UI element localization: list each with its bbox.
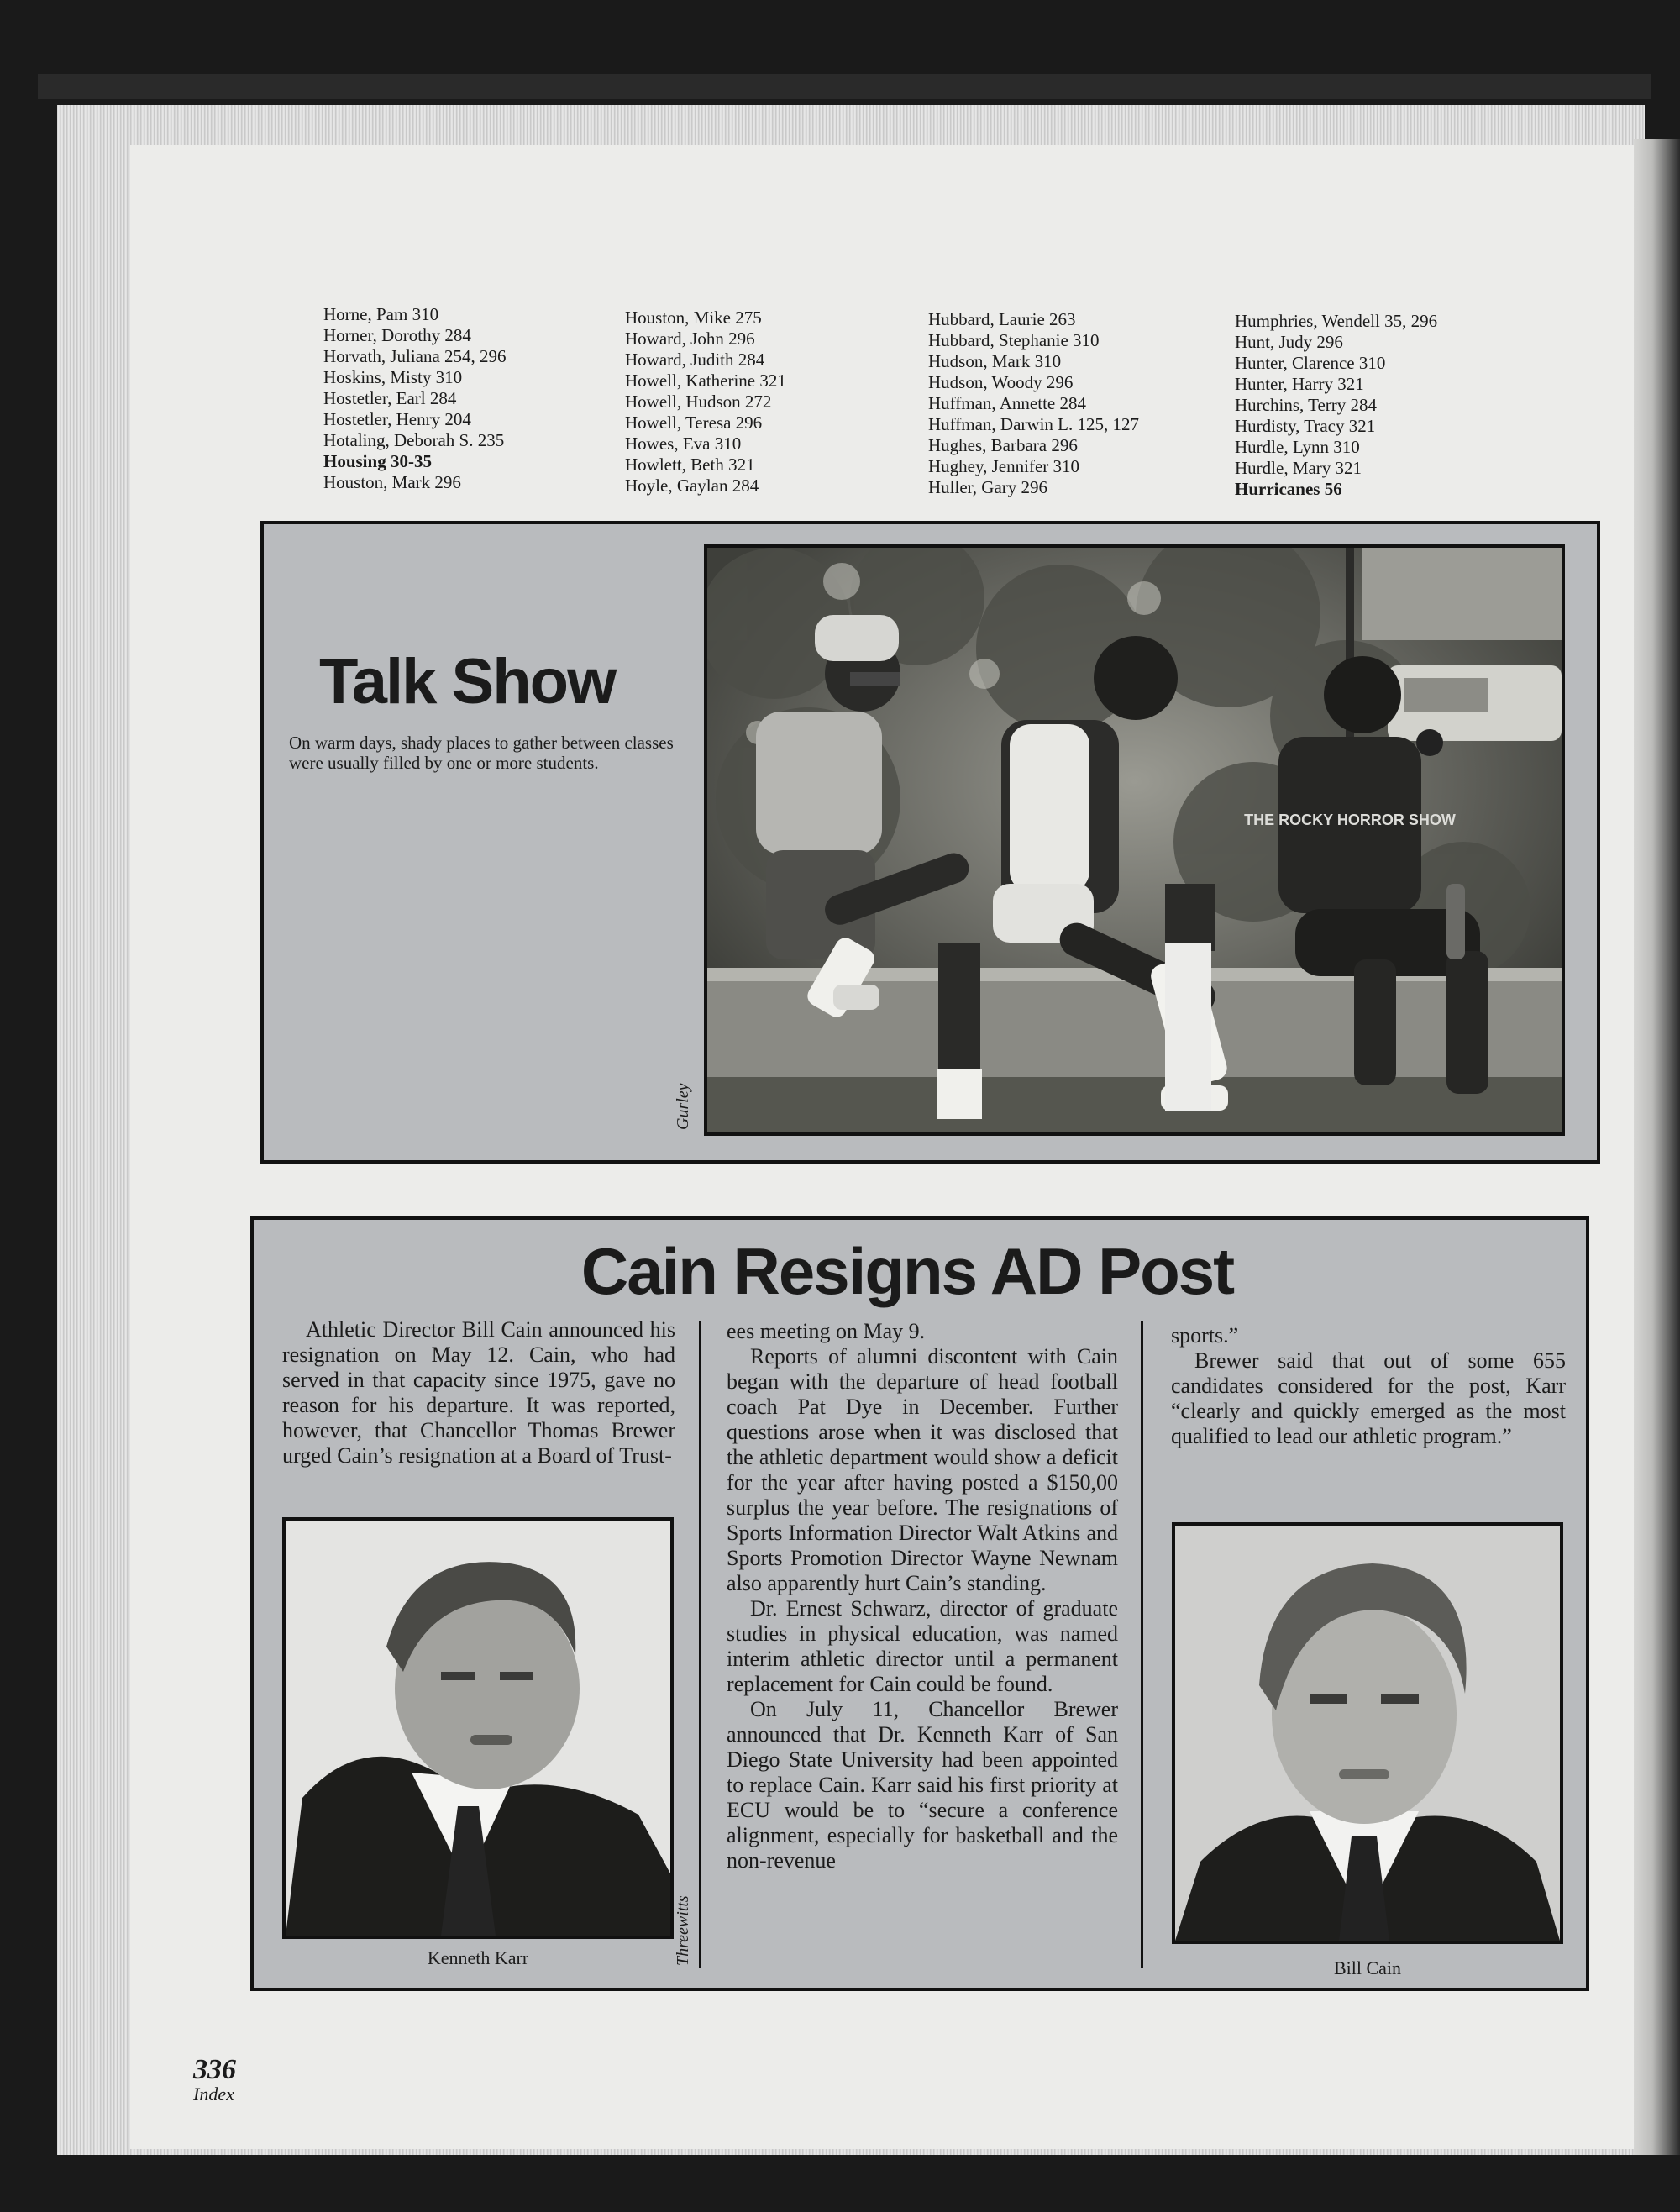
talk-show-caption: On warm days, shady places to gather between classes were usually filled by one or more students. (289, 733, 674, 773)
facing-page-edge (1634, 139, 1680, 2155)
story-paragraph: Brewer said that out of some 655 candidates considered for the post, Karr “clearly and quickly emerged as the most qualified to lead our athletic program.” (1171, 1348, 1566, 1448)
index-column-2 (625, 307, 786, 497)
students-photo-illustration (707, 548, 1562, 1132)
karr-photo-caption: Kenneth Karr (427, 1947, 529, 1968)
index-entry: Hudson, Mark 310 (928, 351, 1062, 371)
cain-portrait-illustration (1175, 1526, 1560, 1941)
index-entry: Howlett, Beth 321 (625, 454, 755, 475)
index-entry: Hoskins, Misty 310 (323, 367, 463, 387)
story-column-3 (1171, 1323, 1566, 1449)
page-number: 336 (193, 2054, 236, 2085)
story-column-2 (727, 1319, 1118, 1873)
kenneth-karr-photo (282, 1517, 674, 1939)
talk-show-photo (704, 544, 1565, 1136)
bill-cain-photo (1172, 1522, 1563, 1944)
index-entry: Hughey, Jennifer 310 (928, 456, 1080, 476)
index-entry: Horne, Pam 310 (323, 304, 439, 324)
column-rule-2 (1141, 1321, 1143, 1968)
index-entry: Humphries, Wendell 35, 296 (1235, 311, 1438, 331)
photo-credit-gurley: Gurley (674, 1083, 692, 1130)
index-entry: Howell, Teresa 296 (625, 412, 763, 433)
index-column-3 (928, 309, 1139, 498)
story-paragraph: ees meeting on May 9. (727, 1319, 926, 1343)
talk-show-title: Talk Show (319, 646, 616, 717)
index-entry: Hughes, Barbara 296 (928, 435, 1078, 455)
cain-story-headline: Cain Resigns AD Post (580, 1234, 1234, 1308)
index-entry: Hudson, Woody 296 (928, 372, 1074, 392)
index-entry: Hurchins, Terry 284 (1235, 395, 1378, 415)
index-entry: Hubbard, Laurie 263 (928, 309, 1076, 329)
story-column-1 (282, 1317, 675, 1469)
cain-photo-caption: Bill Cain (1333, 1957, 1402, 1978)
index-entry: Howell, Hudson 272 (625, 391, 772, 412)
index-entry: Hurricanes 56 (1235, 479, 1342, 499)
shirt-text: THE ROCKY HORROR SHOW (1244, 812, 1456, 828)
page-folio (193, 2056, 236, 2104)
index-entry: Huffman, Darwin L. 125, 127 (928, 414, 1139, 434)
index-column-1 (323, 304, 507, 493)
index-entry: Howard, Judith 284 (625, 349, 765, 370)
index-entry: Hunter, Harry 321 (1235, 374, 1364, 394)
photo-credit-threewitts: Threewitts (674, 1895, 692, 1966)
index-entry: Housing 30-35 (323, 451, 432, 471)
index-entry: Hostetler, Henry 204 (323, 409, 471, 429)
index-entry: Huffman, Annette 284 (928, 393, 1086, 413)
index-entry: Hurdisty, Tracy 321 (1235, 416, 1376, 436)
index-entry: Houston, Mike 275 (625, 307, 762, 328)
index-entry: Hostetler, Earl 284 (323, 388, 457, 408)
index-entry: Hurdle, Mary 321 (1235, 458, 1362, 478)
index-entry: Howell, Katherine 321 (625, 370, 786, 391)
index-entry: Hunter, Clarence 310 (1235, 353, 1386, 373)
index-entry: Horner, Dorothy 284 (323, 325, 471, 345)
index-entry: Houston, Mark 296 (323, 472, 461, 492)
karr-portrait-illustration (286, 1521, 670, 1936)
index-entry: Howard, John 296 (625, 328, 755, 349)
index-entry: Hunt, Judy 296 (1235, 332, 1343, 352)
index-entry: Huller, Gary 296 (928, 477, 1048, 497)
index-entry: Hotaling, Deborah S. 235 (323, 430, 505, 450)
index-entry: Horvath, Juliana 254, 296 (323, 346, 507, 366)
index-entry: Hoyle, Gaylan 284 (625, 476, 759, 496)
section-name: Index (193, 2083, 234, 2104)
index-entry: Hubbard, Stephanie 310 (928, 330, 1100, 350)
index-column-4 (1235, 311, 1437, 500)
story-paragraph: sports.” (1171, 1323, 1239, 1348)
index-entry: Hurdle, Lynn 310 (1235, 437, 1360, 457)
story-paragraph: Dr. Ernest Schwarz, director of graduate studies in physical education, was named interim athletic director until a permanent replacement for Cain could be found. (727, 1596, 1118, 1696)
column-rule-1 (699, 1321, 701, 1968)
index-entry: Howes, Eva 310 (625, 433, 742, 454)
story-paragraph: On July 11, Chancellor Brewer announced that Dr. Kenneth Karr of San Diego State University had been appointed to replace Cain. Karr said his first priority at ECU would be to “secure a conference alignment, especially for basketball and the non-revenue (727, 1697, 1118, 1873)
story-paragraph: Athletic Director Bill Cain announced his resignation on May 12. Cain, who had served in that capacity since 1975, gave no reason for his departure. It was reported, however, that Chancellor Thomas Brewer urged Cain’s resignation at a Board of Trust- (282, 1317, 675, 1468)
book-spine (38, 74, 1651, 99)
story-paragraph: Reports of alumni discontent with Cain began with the departure of head football coach Pat Dye in December. Further questions arose when it was disclosed that the athletic department would show a deficit for the year after having posted a $150,00 surplus the year before. The resignations of Sports Information Director Walt Atkins and Sports Promotion Director Wayne Newnam also apparently hurt Cain’s standing. (727, 1344, 1118, 1595)
